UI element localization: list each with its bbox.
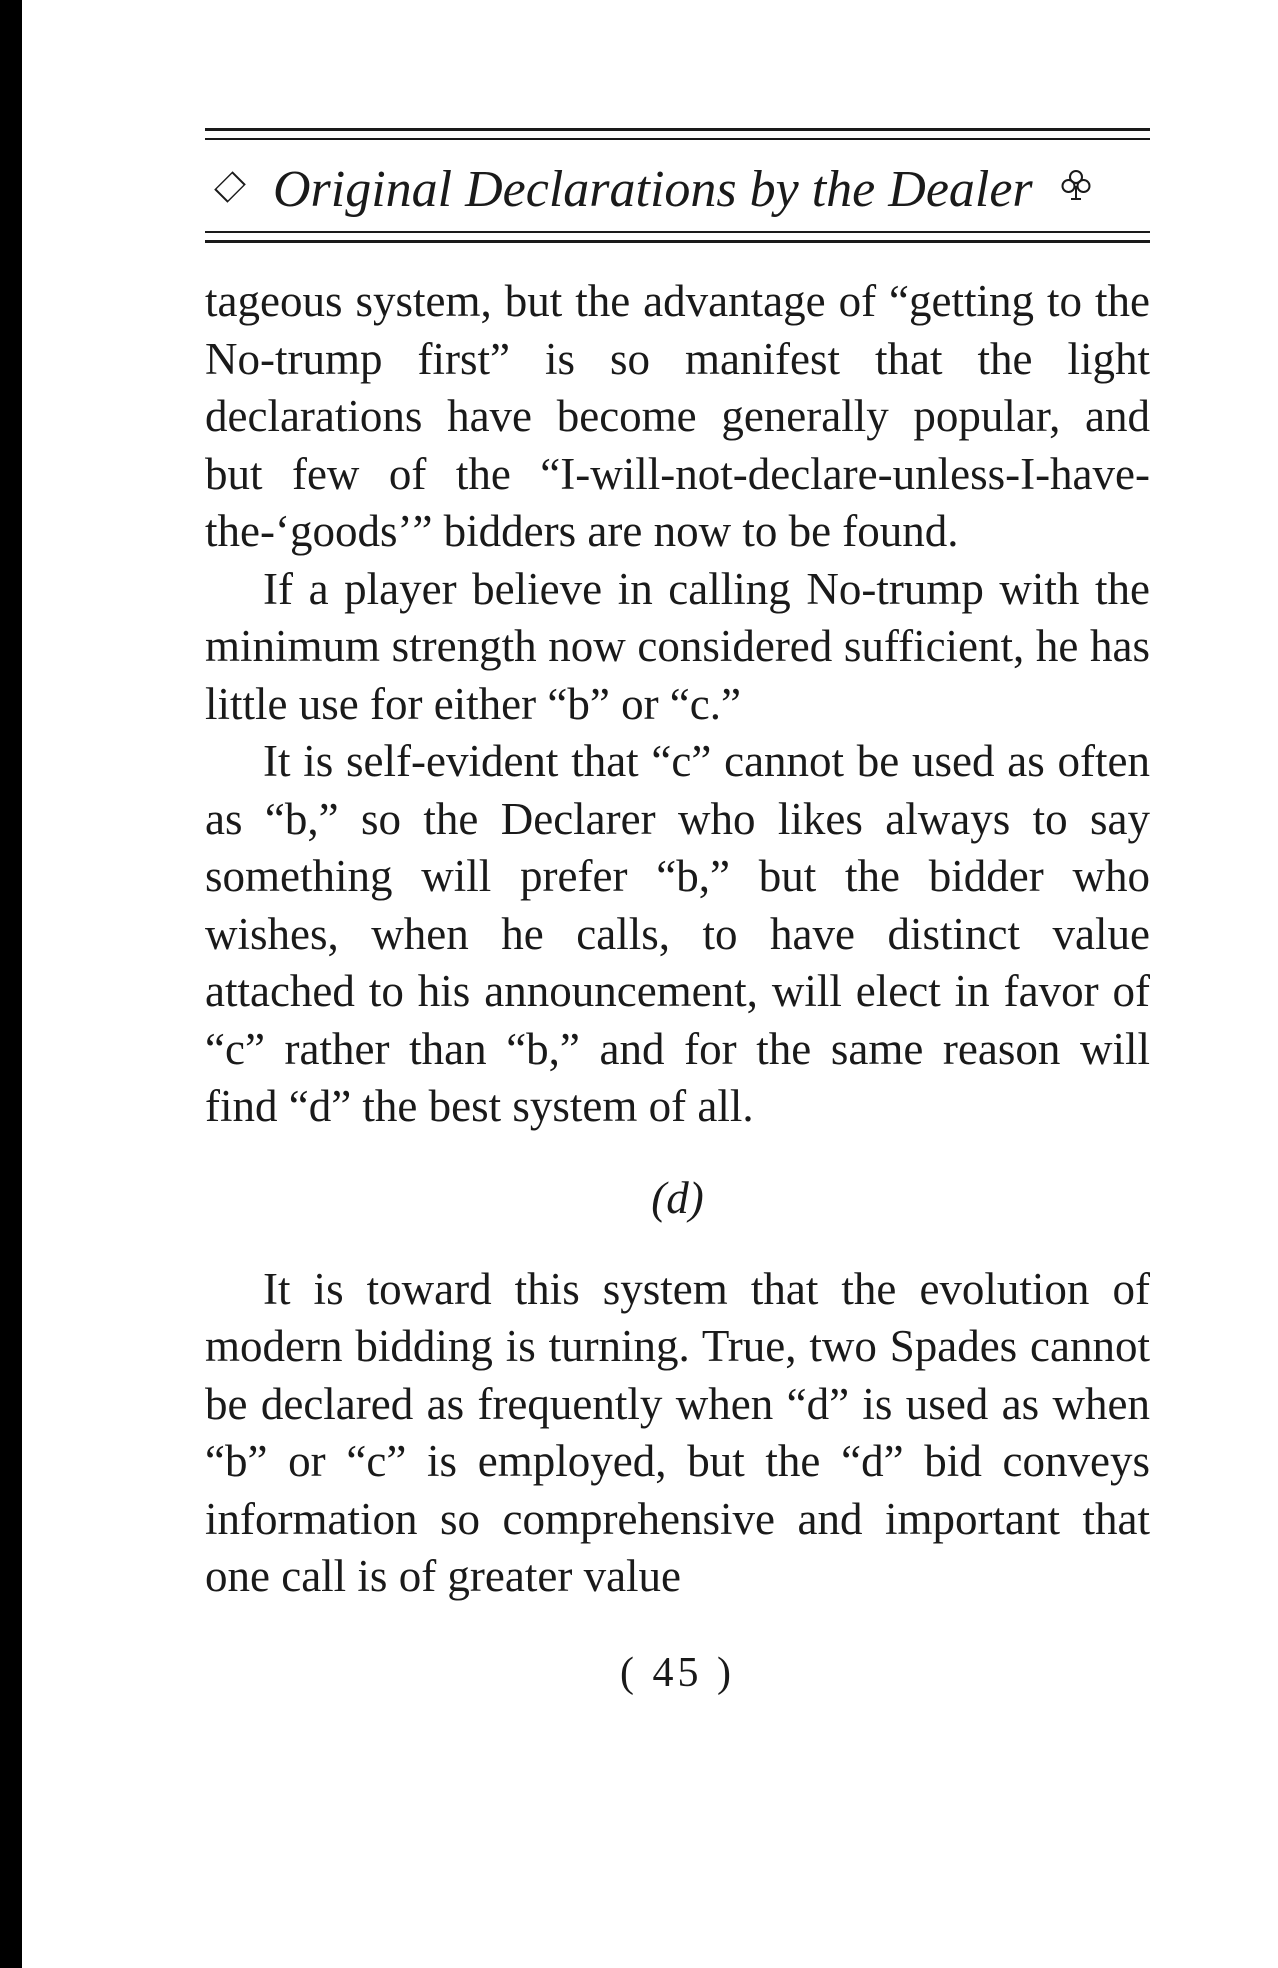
header-rule-bottom <box>205 240 1150 243</box>
club-icon <box>1059 168 1093 202</box>
paragraph: If a player believe in calling No-trump with the minimum strength now considered sufficient, he has little use for either “b” or “c.” <box>205 563 1150 729</box>
section-heading: (d) <box>651 1172 704 1223</box>
scan-edge-bar <box>0 0 22 1968</box>
paragraph-continued: tageous system, but the advantage of “getting to the No-trump first” is so manifest that the light declarations have become generally popular, and but few of the “I-will-not-declare-unless-I-have-the-‘goods’” bidders are now to be found. <box>205 276 1150 556</box>
header-rule-top-thin <box>205 138 1150 140</box>
section-paragraph: It is toward this system that the evolution of modern bidding is turning. True, two Spades cannot be declared as frequently when “d” is used as when “b” or “c” is employed, but the “d” bid conveys information so comprehensive and important that one call is of greater value <box>205 1263 1150 1601</box>
header-rule-bottom-thin <box>205 231 1150 233</box>
body-text <box>205 273 1150 1606</box>
running-head <box>205 158 1150 222</box>
diamond-icon <box>214 171 246 203</box>
paragraph: It is self-evident that “c” cannot be used as often as “b,” so the Declarer who likes always to say something will prefer “b,” but the bidder who wishes, when he calls, to have distinct value attached to his announcement, will elect in favor of “c” rather than “b,” and for the same reason will find “d” the best system of all. <box>205 736 1150 1131</box>
running-head-title: Original Declarations by the Dealer <box>273 161 1033 218</box>
page-number: ( 45 ) <box>620 1650 735 1696</box>
header-rule-top <box>205 128 1150 131</box>
